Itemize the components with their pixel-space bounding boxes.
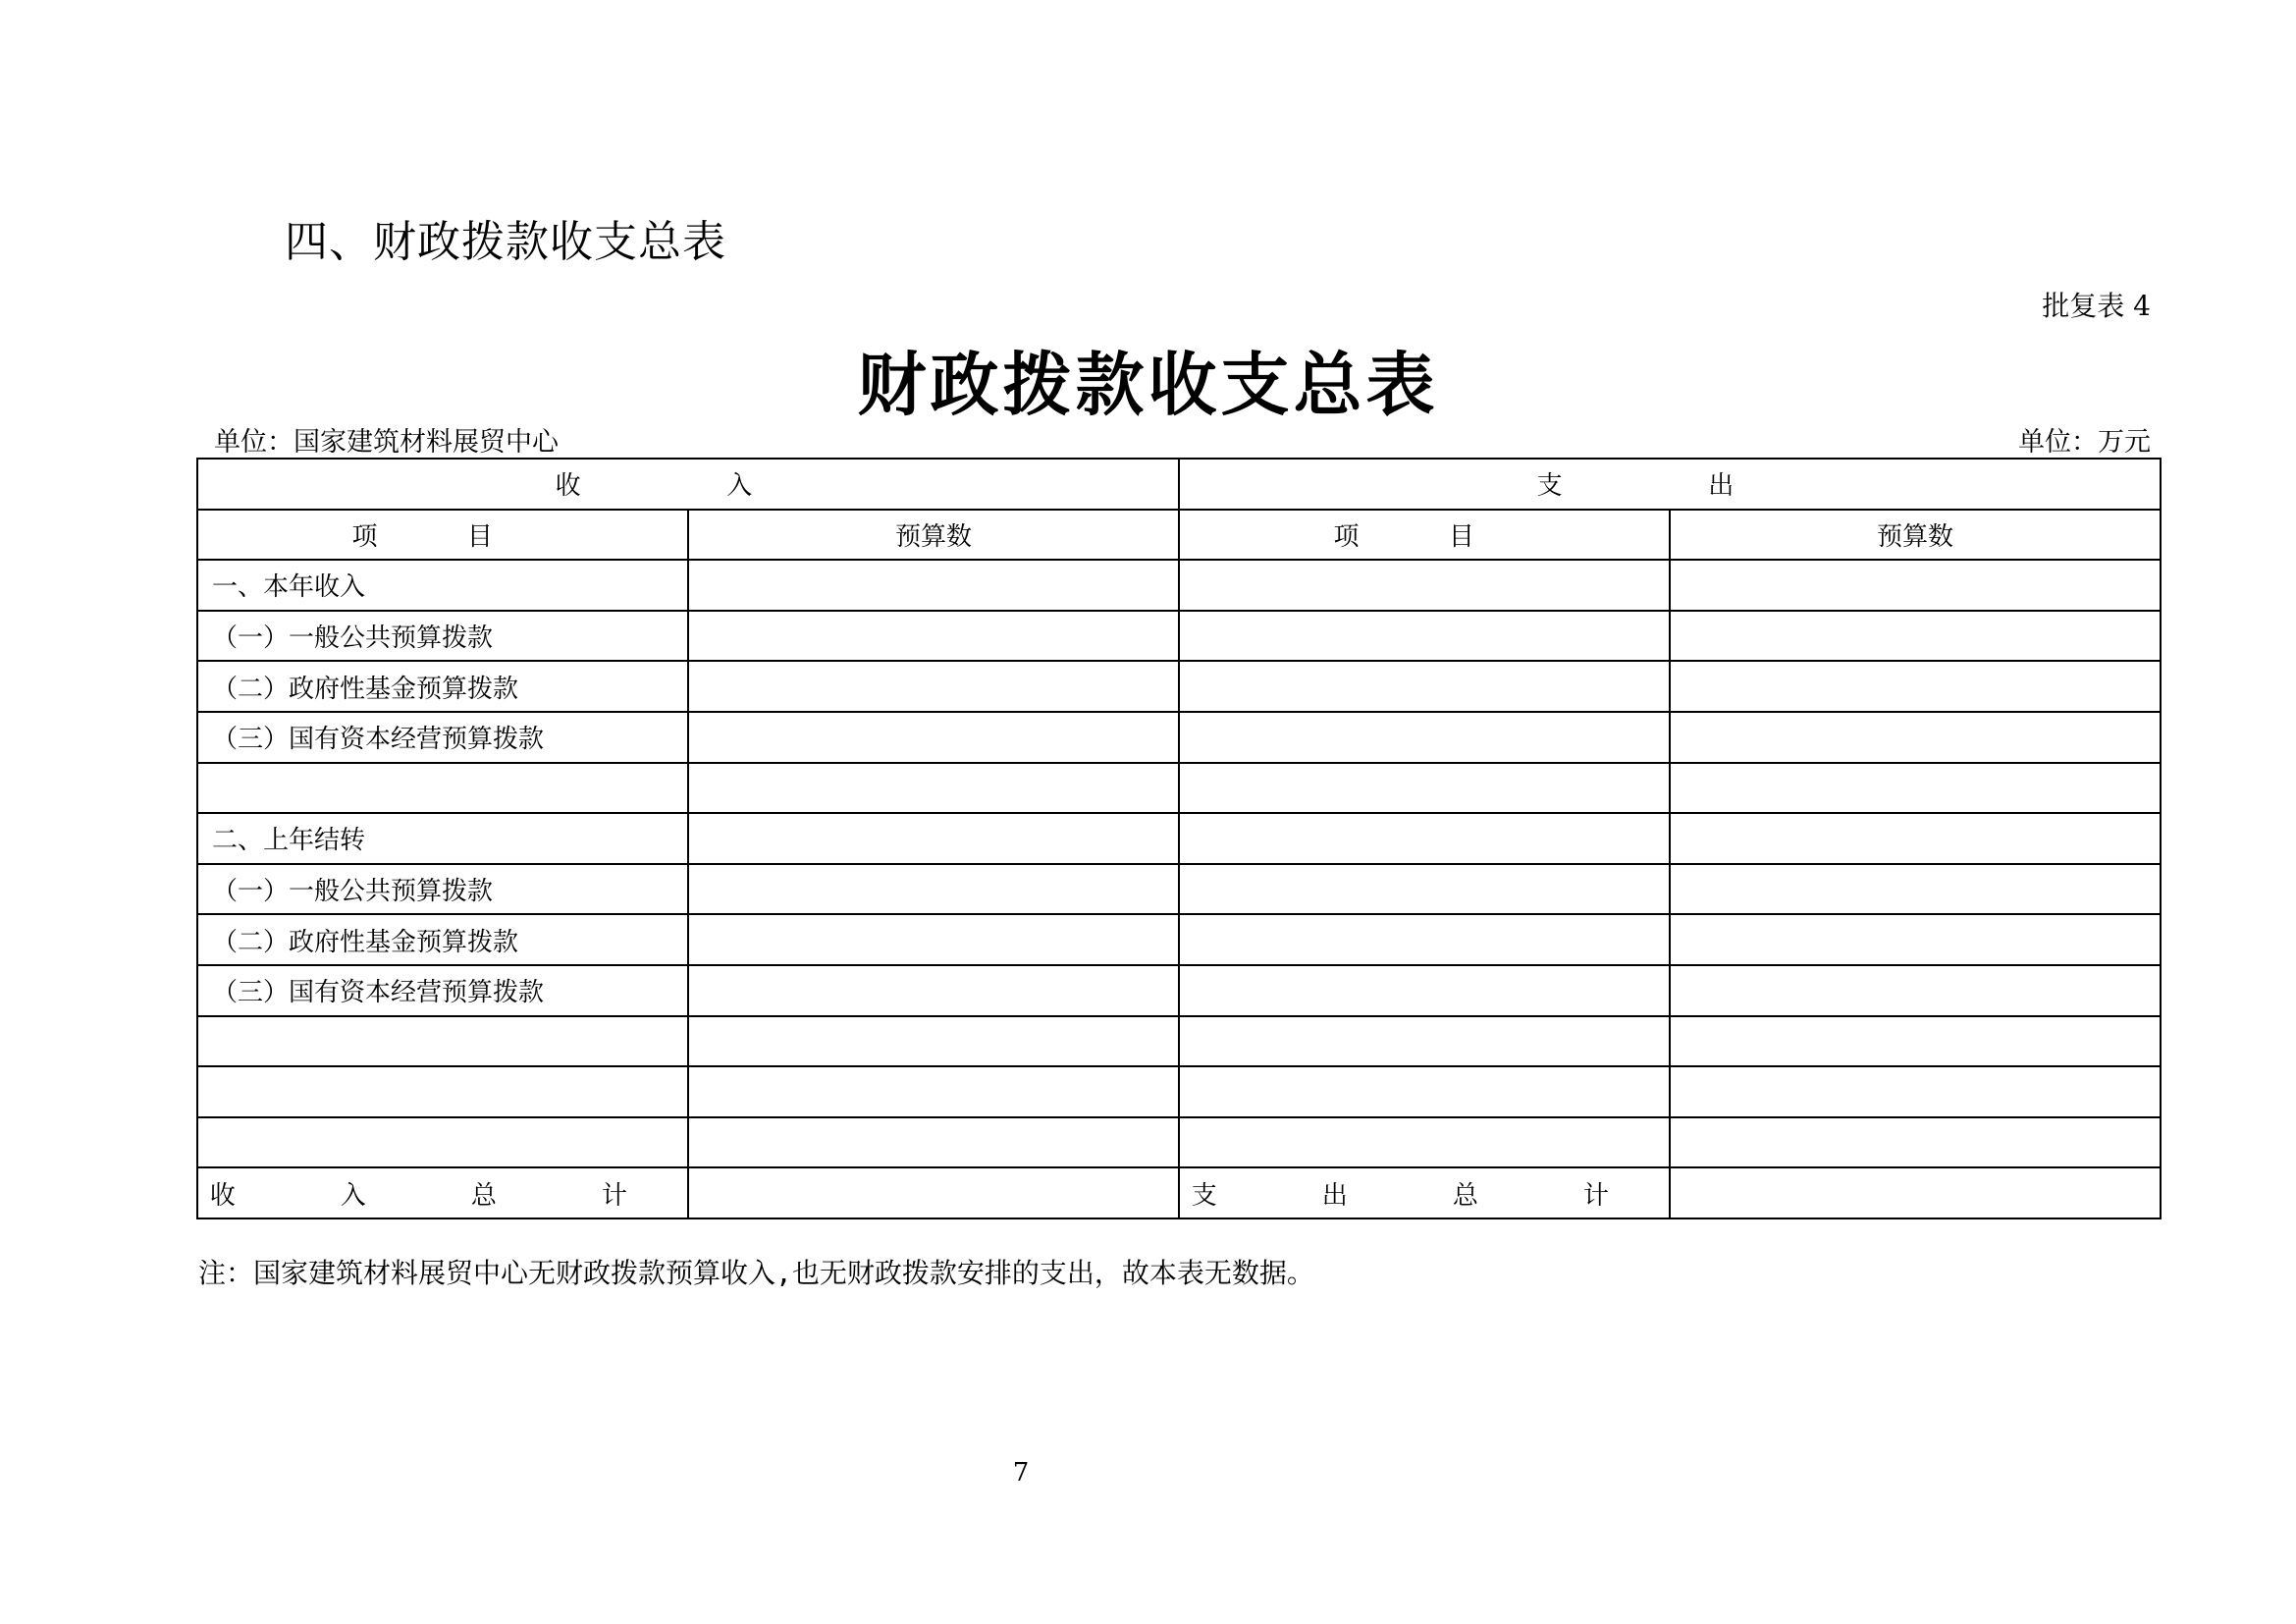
expense-item-cell [1179,712,1670,763]
expense-budget-cell [1670,763,2161,814]
section-heading: 四、财政拨款收支总表 [285,217,726,267]
income-group-header: 收 入 [197,459,1179,510]
table-note: 注：国家建筑材料展贸中心无财政拨款预算收入,也无财政拨款安排的支出，故本表无数据。 [198,1257,1314,1289]
income-budget-cell [688,560,1179,611]
expense-total-label: 支 出 总 计 [1179,1167,1670,1218]
table-group-header-row [197,459,2161,510]
expense-budget-cell [1670,864,2161,915]
expense-budget-column-header: 预算数 [1670,510,2161,561]
expense-group-header: 支 出 [1179,459,2161,510]
approval-table-label: 批复表 4 [2042,290,2151,322]
expense-item-column-header: 项 目 [1179,510,1670,561]
page-number: 7 [1012,1458,1030,1488]
income-budget-cell [688,661,1179,712]
table-row [197,813,2161,864]
expense-budget-cell [1670,1016,2161,1067]
expense-budget-cell [1670,661,2161,712]
income-budget-cell [688,864,1179,915]
income-item-cell [197,763,688,814]
expense-budget-cell [1670,1117,2161,1168]
table-row [197,1117,2161,1168]
income-total-label: 收 入 总 计 [197,1167,688,1218]
income-item-cell: （一）一般公共预算拨款 [197,864,688,915]
expense-total-value [1670,1167,2161,1218]
income-budget-cell [688,965,1179,1016]
table-column-header-row [197,510,2161,561]
expense-budget-cell [1670,712,2161,763]
expense-item-cell [1179,611,1670,662]
income-item-cell: （三）国有资本经营预算拨款 [197,965,688,1016]
expense-item-cell [1179,864,1670,915]
table-total-row [197,1167,2161,1218]
table-row [197,712,2161,763]
income-item-cell: 二、上年结转 [197,813,688,864]
income-budget-cell [688,611,1179,662]
table-row [197,611,2161,662]
income-item-cell: （三）国有资本经营预算拨款 [197,712,688,763]
income-item-cell: （一）一般公共预算拨款 [197,611,688,662]
table-row [197,1066,2161,1117]
income-total-value [688,1167,1179,1218]
income-item-cell [197,1016,688,1067]
table-row [197,560,2161,611]
table-row [197,661,2161,712]
expense-item-cell [1179,813,1670,864]
expense-item-cell [1179,560,1670,611]
income-budget-cell [688,712,1179,763]
income-item-cell [197,1066,688,1117]
expense-item-cell [1179,763,1670,814]
table-row [197,1016,2161,1067]
expense-budget-cell [1670,813,2161,864]
table-row [197,864,2161,915]
expense-budget-cell [1670,611,2161,662]
unit-organization: 单位：国家建筑材料展贸中心 [214,427,559,458]
income-budget-column-header: 预算数 [688,510,1179,561]
income-budget-cell [688,1016,1179,1067]
expense-item-cell [1179,1016,1670,1067]
table-row [197,763,2161,814]
table-row [197,914,2161,965]
table-row [197,965,2161,1016]
expense-item-cell [1179,661,1670,712]
expense-item-cell [1179,914,1670,965]
income-item-cell: （二）政府性基金预算拨款 [197,914,688,965]
income-budget-cell [688,1066,1179,1117]
income-item-cell: 一、本年收入 [197,560,688,611]
income-budget-cell [688,813,1179,864]
unit-currency: 单位：万元 [2018,427,2151,458]
income-item-column-header: 项 目 [197,510,688,561]
expense-item-cell [1179,965,1670,1016]
income-item-cell [197,1117,688,1168]
expense-budget-cell [1670,1066,2161,1117]
expense-budget-cell [1670,965,2161,1016]
page-title: 财政拨款收支总表 [857,344,1439,425]
expense-item-cell [1179,1066,1670,1117]
income-budget-cell [688,763,1179,814]
expense-budget-cell [1670,560,2161,611]
expense-item-cell [1179,1117,1670,1168]
income-budget-cell [688,1117,1179,1168]
income-item-cell: （二）政府性基金预算拨款 [197,661,688,712]
income-budget-cell [688,914,1179,965]
expense-budget-cell [1670,914,2161,965]
budget-summary-table [196,458,2162,1219]
